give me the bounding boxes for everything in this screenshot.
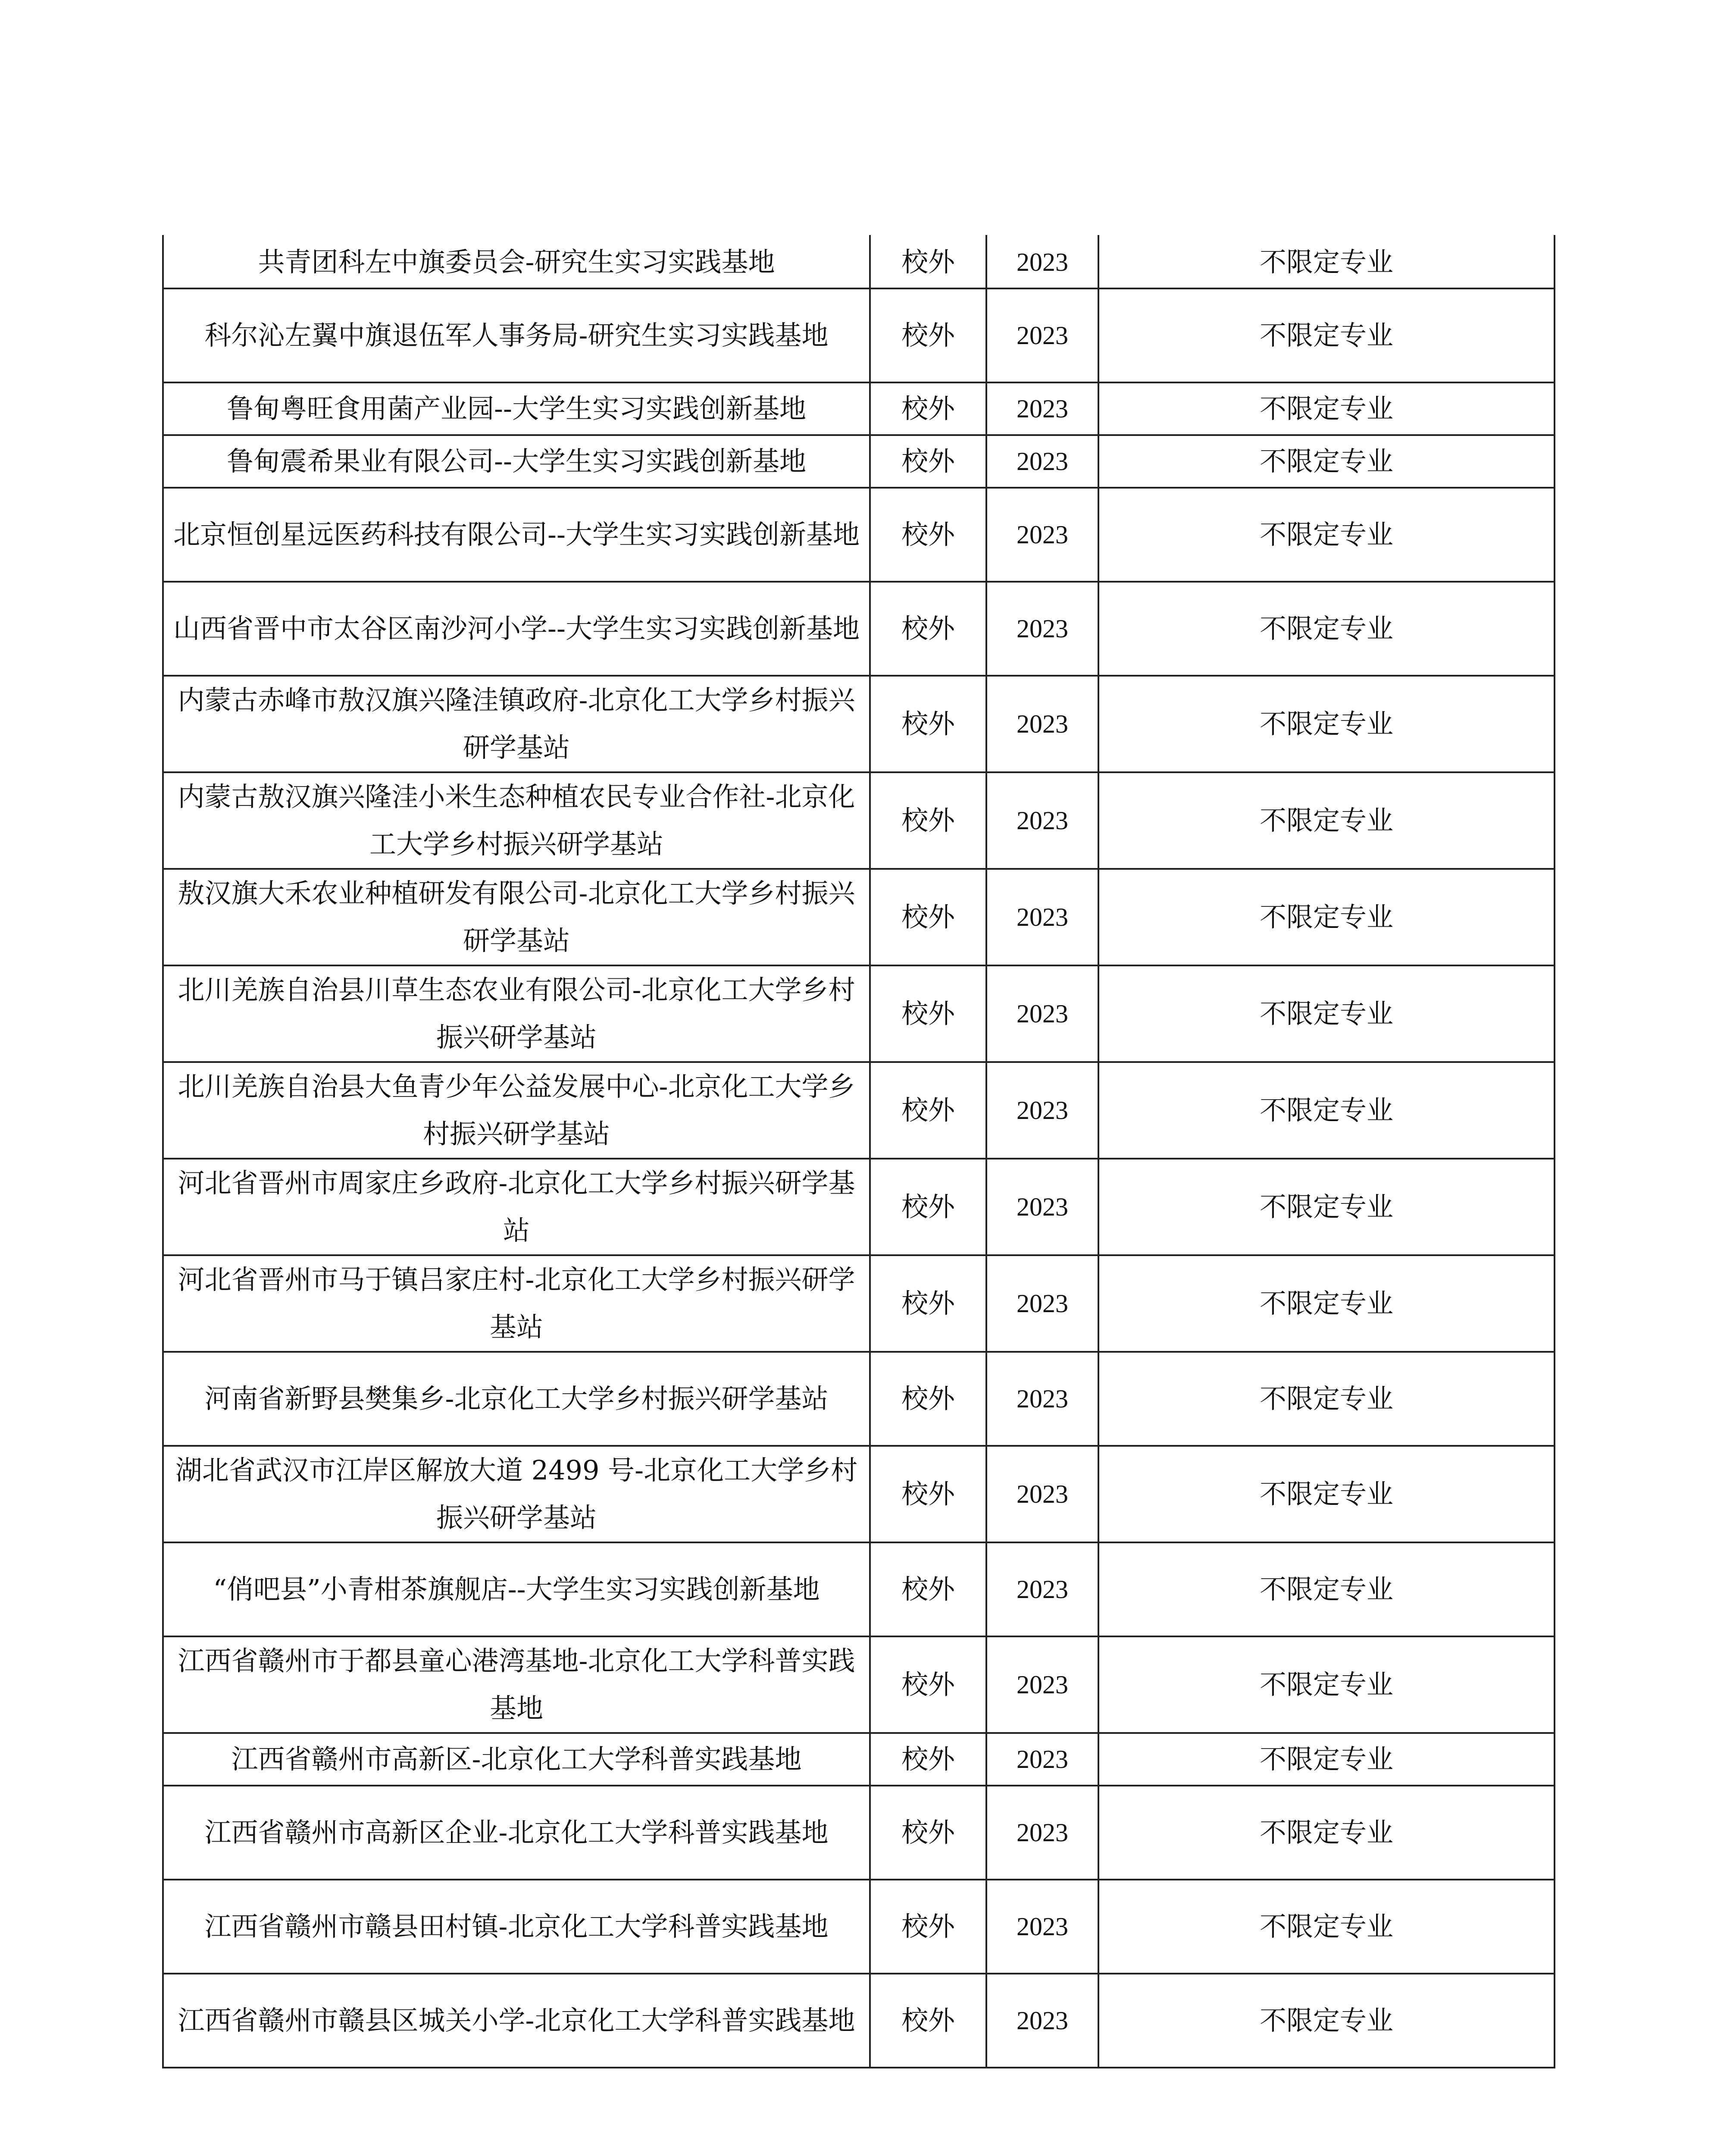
location-type-cell: 校外 [870, 1352, 986, 1446]
table-row [163, 1255, 1555, 1352]
table-row [163, 965, 1555, 1062]
major-cell: 不限定专业 [1098, 772, 1555, 869]
base-name-cell: 江西省赣州市高新区-北京化工大学科普实践基地 [163, 1733, 870, 1786]
major-cell: 不限定专业 [1098, 1636, 1555, 1733]
table-row [163, 288, 1555, 382]
location-type-cell: 校外 [870, 435, 986, 488]
table-row [163, 1352, 1555, 1446]
major-cell: 不限定专业 [1098, 1542, 1555, 1636]
base-name-cell: “俏吧县”小青柑茶旗舰店--大学生实习实践创新基地 [163, 1542, 870, 1636]
location-type-cell: 校外 [870, 869, 986, 965]
location-type-cell: 校外 [870, 288, 986, 382]
year-cell: 2023 [986, 488, 1098, 582]
base-name-cell: 内蒙古赤峰市敖汉旗兴隆洼镇政府-北京化工大学乡村振兴研学基站 [163, 676, 870, 772]
year-cell: 2023 [986, 382, 1098, 435]
major-cell: 不限定专业 [1098, 1974, 1555, 2068]
year-cell: 2023 [986, 1786, 1098, 1880]
table-row [163, 1880, 1555, 1974]
major-cell: 不限定专业 [1098, 1062, 1555, 1159]
year-cell: 2023 [986, 1062, 1098, 1159]
table-row [163, 236, 1555, 288]
base-name-cell: 湖北省武汉市江岸区解放大道 2499 号-北京化工大学乡村振兴研学基站 [163, 1446, 870, 1542]
year-cell: 2023 [986, 1974, 1098, 2068]
major-cell: 不限定专业 [1098, 1786, 1555, 1880]
table-row [163, 1159, 1555, 1255]
year-cell: 2023 [986, 772, 1098, 869]
table-row [163, 1974, 1555, 2068]
table-row [163, 1636, 1555, 1733]
base-name-cell: 江西省赣州市于都县童心港湾基地-北京化工大学科普实践基地 [163, 1636, 870, 1733]
major-cell: 不限定专业 [1098, 1255, 1555, 1352]
location-type-cell: 校外 [870, 1974, 986, 2068]
year-cell: 2023 [986, 288, 1098, 382]
base-name-cell: 北京恒创星远医药科技有限公司--大学生实习实践创新基地 [163, 488, 870, 582]
location-type-cell: 校外 [870, 1786, 986, 1880]
base-name-cell: 山西省晋中市太谷区南沙河小学--大学生实习实践创新基地 [163, 582, 870, 676]
location-type-cell: 校外 [870, 676, 986, 772]
year-cell: 2023 [986, 1880, 1098, 1974]
base-name-cell: 科尔沁左翼中旗退伍军人事务局-研究生实习实践基地 [163, 288, 870, 382]
location-type-cell: 校外 [870, 488, 986, 582]
table-row [163, 582, 1555, 676]
year-cell: 2023 [986, 965, 1098, 1062]
major-cell: 不限定专业 [1098, 582, 1555, 676]
location-type-cell: 校外 [870, 1159, 986, 1255]
location-type-cell: 校外 [870, 236, 986, 288]
location-type-cell: 校外 [870, 382, 986, 435]
major-cell: 不限定专业 [1098, 488, 1555, 582]
table-row [163, 1446, 1555, 1542]
major-cell: 不限定专业 [1098, 1352, 1555, 1446]
base-name-cell: 北川羌族自治县大鱼青少年公益发展中心-北京化工大学乡村振兴研学基站 [163, 1062, 870, 1159]
location-type-cell: 校外 [870, 1255, 986, 1352]
base-name-cell: 江西省赣州市高新区企业-北京化工大学科普实践基地 [163, 1786, 870, 1880]
major-cell: 不限定专业 [1098, 1159, 1555, 1255]
table-row [163, 1786, 1555, 1880]
table-row [163, 1733, 1555, 1786]
location-type-cell: 校外 [870, 1446, 986, 1542]
year-cell: 2023 [986, 1636, 1098, 1733]
table-row [163, 869, 1555, 965]
major-cell: 不限定专业 [1098, 1446, 1555, 1542]
major-cell: 不限定专业 [1098, 236, 1555, 288]
base-name-cell: 共青团科左中旗委员会-研究生实习实践基地 [163, 236, 870, 288]
location-type-cell: 校外 [870, 772, 986, 869]
year-cell: 2023 [986, 1446, 1098, 1542]
year-cell: 2023 [986, 582, 1098, 676]
table-row [163, 1542, 1555, 1636]
major-cell: 不限定专业 [1098, 288, 1555, 382]
table-row [163, 1062, 1555, 1159]
base-name-cell: 鲁甸震希果业有限公司--大学生实习实践创新基地 [163, 435, 870, 488]
practice-base-table [162, 235, 1555, 2068]
table-row [163, 435, 1555, 488]
location-type-cell: 校外 [870, 1636, 986, 1733]
year-cell: 2023 [986, 869, 1098, 965]
major-cell: 不限定专业 [1098, 435, 1555, 488]
year-cell: 2023 [986, 1733, 1098, 1786]
year-cell: 2023 [986, 1542, 1098, 1636]
base-name-cell: 敖汉旗大禾农业种植研发有限公司-北京化工大学乡村振兴研学基站 [163, 869, 870, 965]
table-row [163, 772, 1555, 869]
base-name-cell: 鲁甸粤旺食用菌产业园--大学生实习实践创新基地 [163, 382, 870, 435]
base-name-cell: 河北省晋州市马于镇吕家庄村-北京化工大学乡村振兴研学基站 [163, 1255, 870, 1352]
year-cell: 2023 [986, 1352, 1098, 1446]
table-row [163, 382, 1555, 435]
base-name-cell: 河北省晋州市周家庄乡政府-北京化工大学乡村振兴研学基站 [163, 1159, 870, 1255]
major-cell: 不限定专业 [1098, 1880, 1555, 1974]
year-cell: 2023 [986, 676, 1098, 772]
base-name-cell: 江西省赣州市赣县区城关小学-北京化工大学科普实践基地 [163, 1974, 870, 2068]
base-name-cell: 江西省赣州市赣县田村镇-北京化工大学科普实践基地 [163, 1880, 870, 1974]
table-row [163, 676, 1555, 772]
location-type-cell: 校外 [870, 1880, 986, 1974]
base-name-cell: 北川羌族自治县川草生态农业有限公司-北京化工大学乡村振兴研学基站 [163, 965, 870, 1062]
year-cell: 2023 [986, 435, 1098, 488]
major-cell: 不限定专业 [1098, 1733, 1555, 1786]
location-type-cell: 校外 [870, 582, 986, 676]
year-cell: 2023 [986, 236, 1098, 288]
base-name-cell: 内蒙古敖汉旗兴隆洼小米生态种植农民专业合作社-北京化工大学乡村振兴研学基站 [163, 772, 870, 869]
location-type-cell: 校外 [870, 1062, 986, 1159]
year-cell: 2023 [986, 1255, 1098, 1352]
location-type-cell: 校外 [870, 965, 986, 1062]
major-cell: 不限定专业 [1098, 965, 1555, 1062]
major-cell: 不限定专业 [1098, 676, 1555, 772]
location-type-cell: 校外 [870, 1733, 986, 1786]
base-name-cell: 河南省新野县樊集乡-北京化工大学乡村振兴研学基站 [163, 1352, 870, 1446]
table-row [163, 488, 1555, 582]
year-cell: 2023 [986, 1159, 1098, 1255]
location-type-cell: 校外 [870, 1542, 986, 1636]
major-cell: 不限定专业 [1098, 382, 1555, 435]
major-cell: 不限定专业 [1098, 869, 1555, 965]
